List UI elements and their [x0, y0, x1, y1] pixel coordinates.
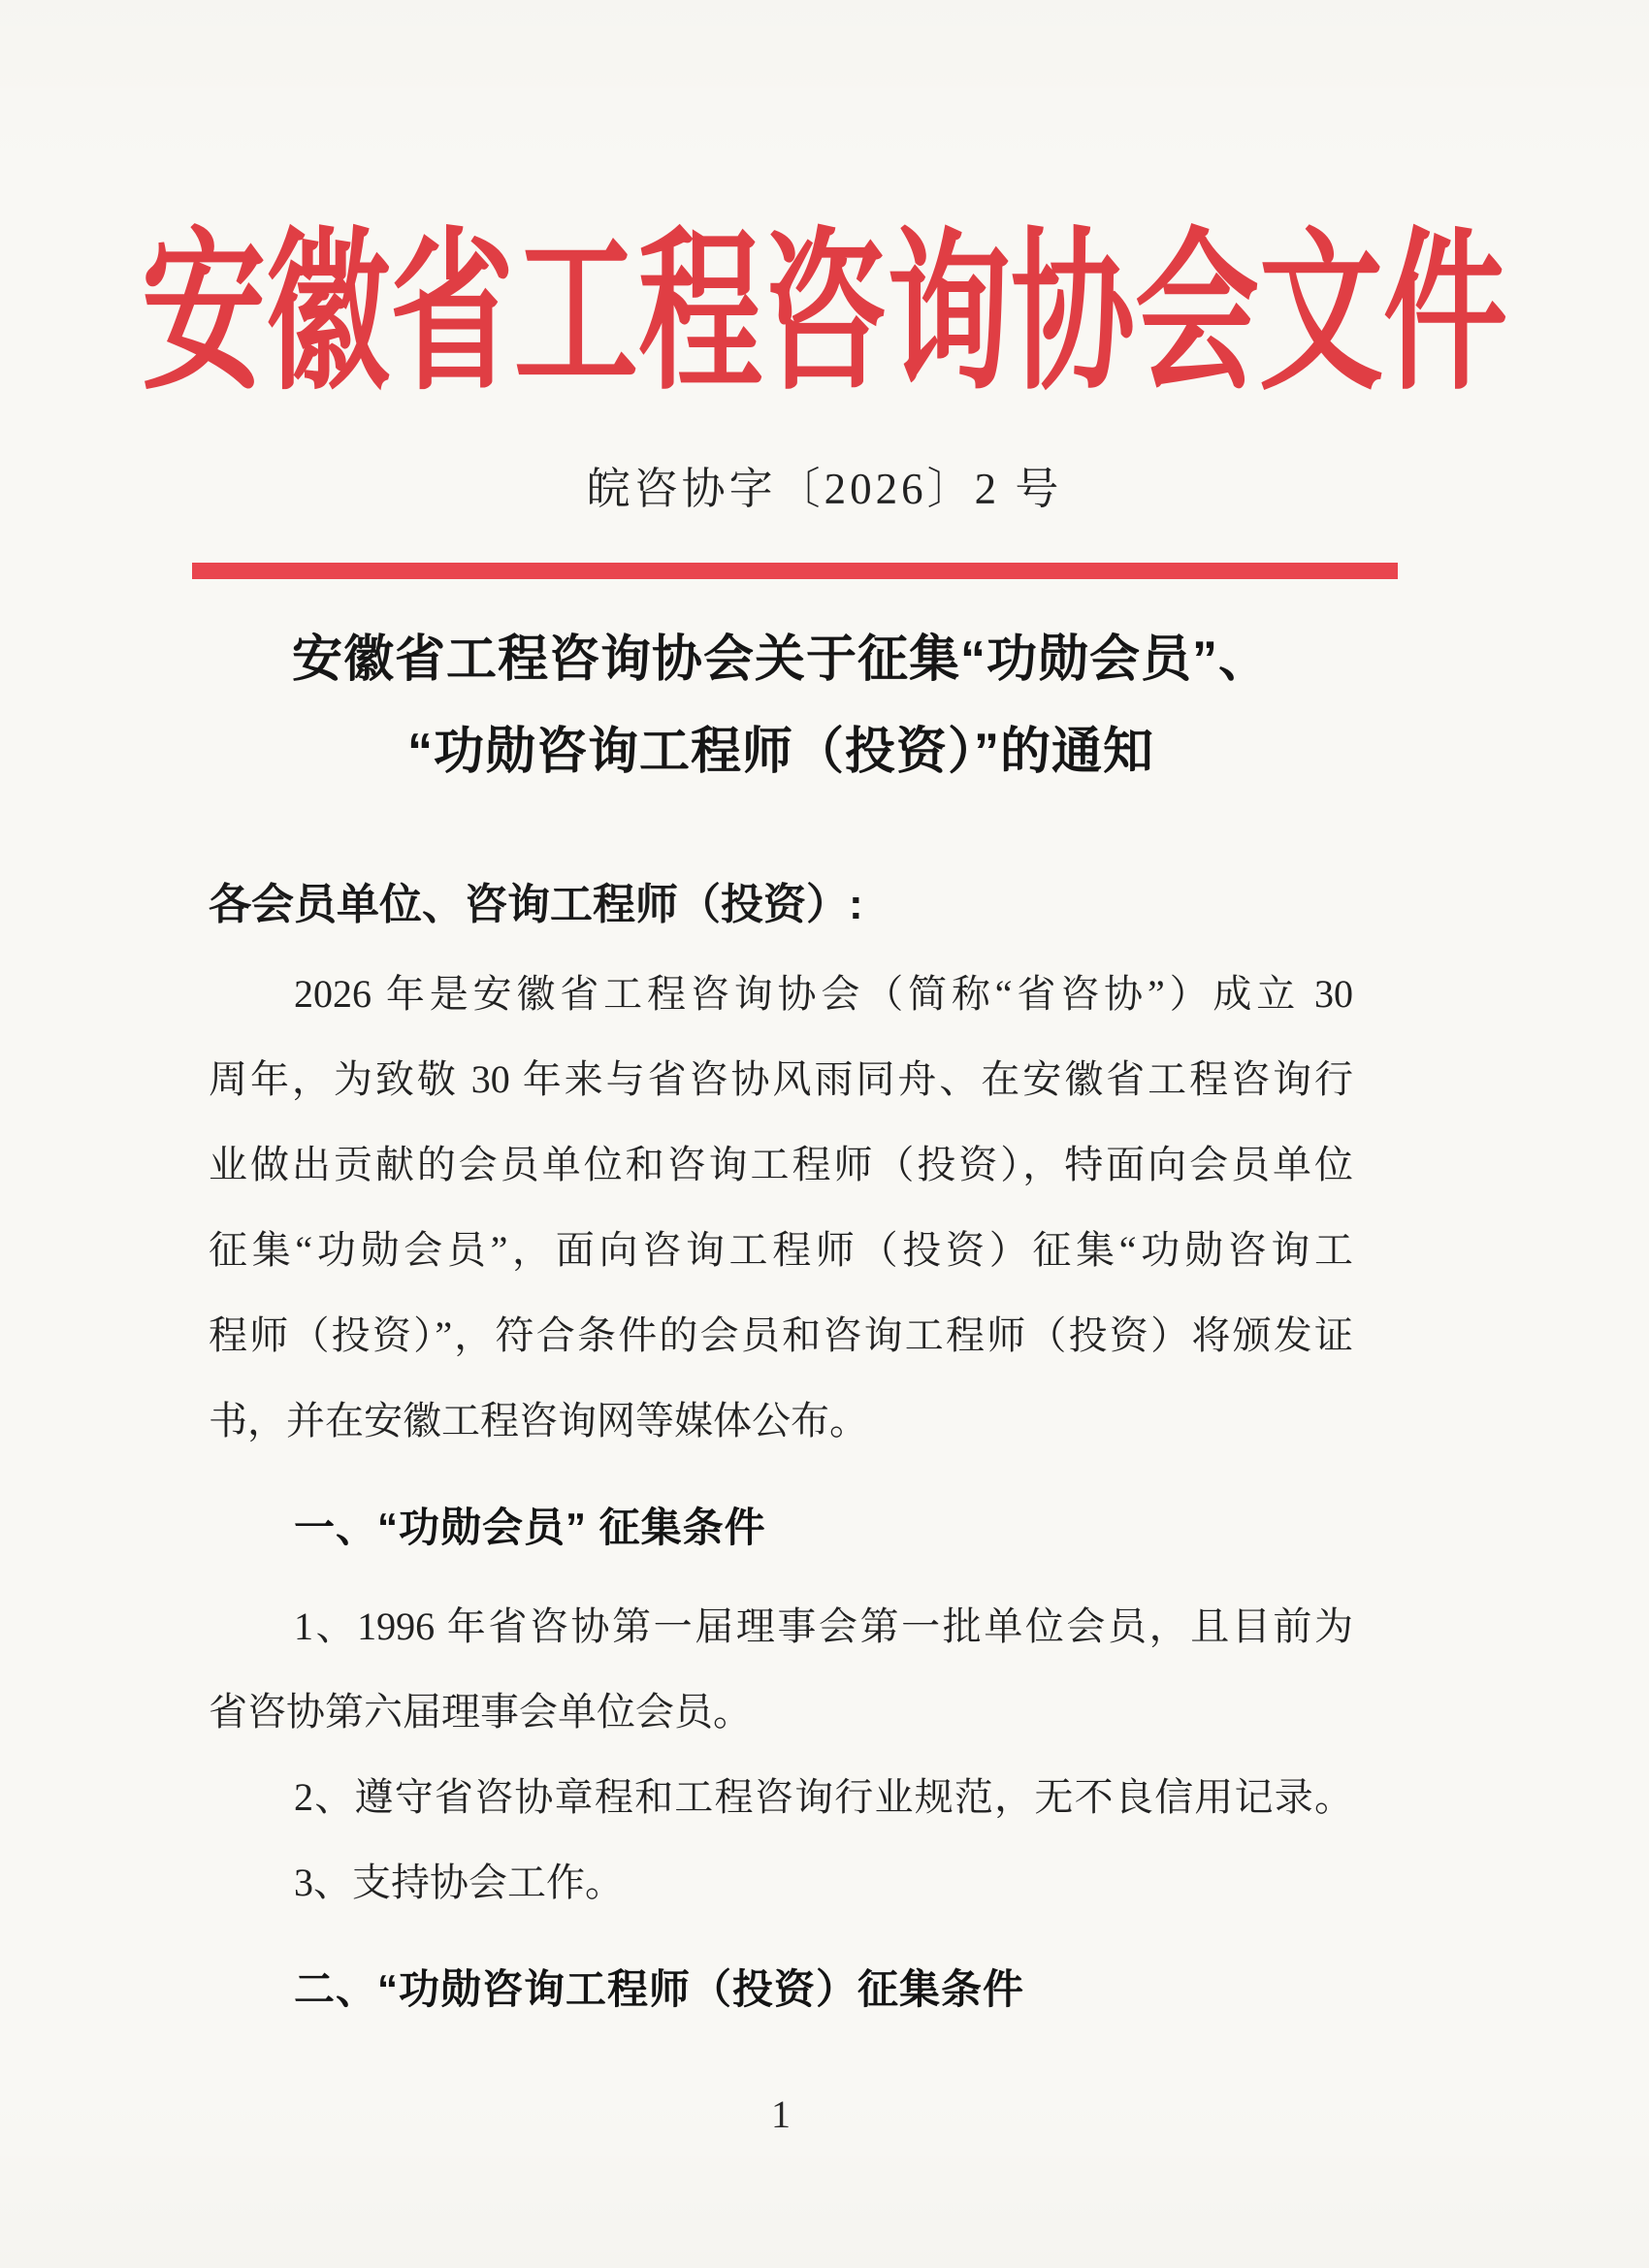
salutation: 各会员单位、咨询工程师（投资）:	[209, 881, 863, 928]
body-line: 程师（投资）”，符合条件的会员和咨询工程师（投资）将颁发证	[209, 1313, 1353, 1357]
body-line: 周年，为致敬 30 年来与省咨协风雨同舟、在安徽省工程咨询行	[209, 1057, 1353, 1101]
document-body	[209, 876, 1353, 2032]
section2-heading: 二、“功勋咨询工程师（投资）征集条件	[294, 1966, 1025, 2012]
body-line: 省咨协第六届理事会单位会员。	[209, 1690, 752, 1733]
body-line: 1、1996 年省咨协第一届理事会第一批单位会员，且目前为	[294, 1604, 1353, 1648]
body-line: 业做出贡献的会员单位和咨询工程师（投资），特面向会员单位	[209, 1143, 1353, 1186]
notice-title-line1: 安徽省工程咨询协会关于征集“功勋会员”、	[291, 632, 1270, 688]
body-line: 2026 年是安徽省工程咨询协会（简称“省咨协”）成立 30	[294, 972, 1353, 1016]
body-line: 书，并在安徽工程咨询网等媒体公布。	[209, 1399, 868, 1442]
body-line: 3、支持协会工作。	[294, 1861, 624, 1904]
section1-heading: 一、“功勋会员” 征集条件	[294, 1505, 766, 1550]
notice-title-line2: “功勋咨询工程师（投资）”的通知	[406, 724, 1154, 780]
letterhead	[0, 217, 1649, 411]
notice-title	[209, 614, 1353, 798]
org-title: 安徽省工程咨询协会文件	[141, 217, 1507, 411]
page-number: 1	[771, 2092, 791, 2136]
body-line: 2、遵守省咨协章程和工程咨询行业规范，无不良信用记录。	[294, 1775, 1353, 1819]
document-number: 皖咨协字〔2026〕2 号	[586, 465, 1063, 513]
body-line: 征集“功勋会员”，面向咨询工程师（投资）征集“功勋咨询工	[209, 1228, 1353, 1272]
red-divider-line	[192, 563, 1398, 579]
